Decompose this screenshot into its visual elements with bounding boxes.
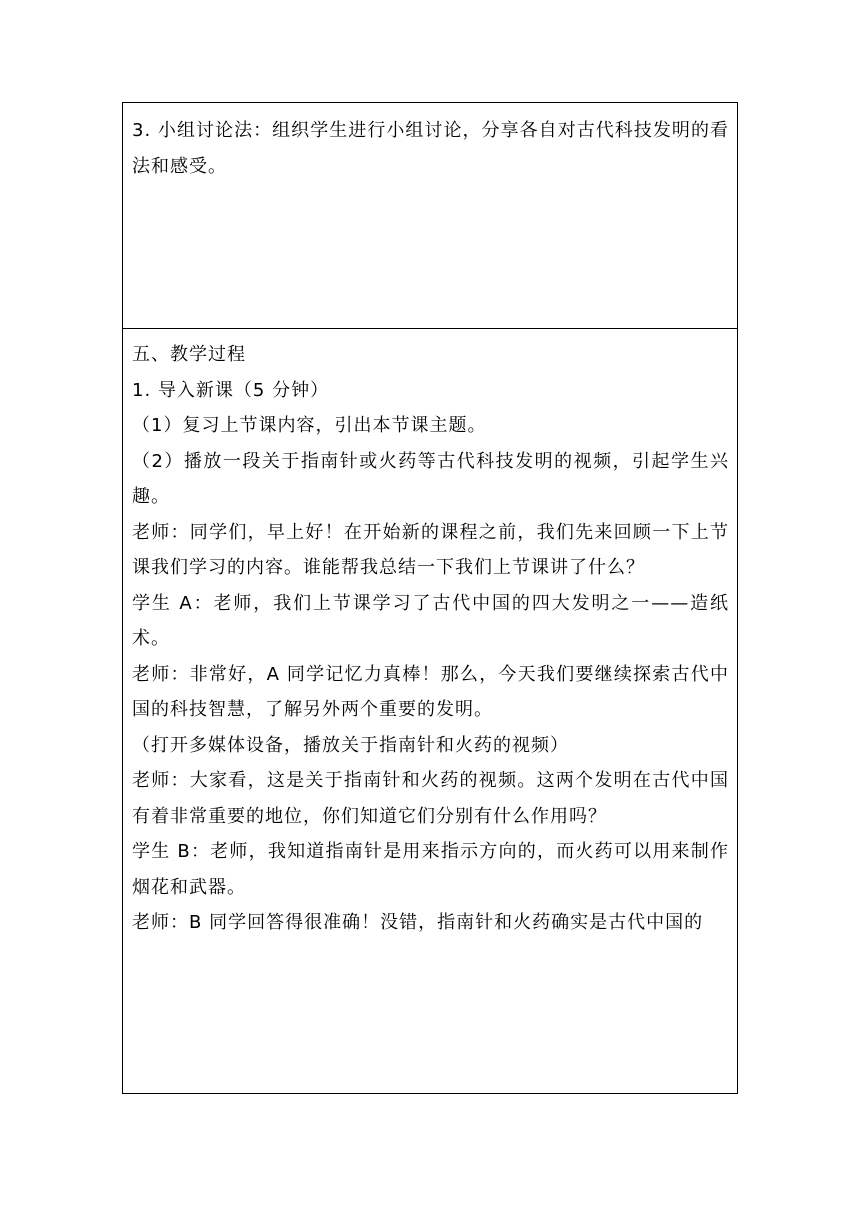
dialogue-line: 学生 A：老师，我们上节课学习了古代中国的四大发明之一——造纸术。 — [132, 592, 729, 649]
dialogue-line: 老师：B 同学回答得很准确！没错，指南针和火药确实是古代中国的 — [132, 912, 704, 933]
step-item: （2）播放一段关于指南针或火药等古代科技发明的视频，引起学生兴趣。 — [132, 450, 729, 507]
teaching-methods-cell — [123, 103, 737, 329]
step-item: （1）复习上节课内容，引出本节课主题。 — [132, 415, 487, 436]
step-heading: 1. 导入新课（5 分钟） — [132, 379, 330, 401]
section-heading: 五、教学过程 — [132, 344, 246, 365]
dialogue-line: 老师：同学们，早上好！在开始新的课程之前，我们先来回顾一下上节课我们学习的内容。谁能帮我总结一下我们上节课讲了什么？ — [132, 521, 729, 578]
dialogue-line: 学生 B：老师，我知道指南针是用来指示方向的，而火药可以用来制作烟花和武器。 — [132, 841, 729, 898]
dialogue-line: 老师：大家看，这是关于指南针和火药的视频。这两个发明在古代中国有着非常重要的地位，你们知道它们分别有什么作用吗？ — [132, 770, 729, 827]
teaching-process-cell — [123, 329, 737, 1093]
stage-direction: （打开多媒体设备，播放关于指南针和火药的视频） — [132, 734, 569, 756]
dialogue-line: 老师：非常好，A 同学记忆力真棒！那么，今天我们要继续探索古代中国的科技智慧，了解另外两个重要的发明。 — [132, 663, 729, 720]
method-group-discussion: 3. 小组讨论法：组织学生进行小组讨论，分享各自对古代科技发明的看法和感受。 — [132, 120, 729, 177]
lesson-plan-table — [122, 102, 738, 1094]
